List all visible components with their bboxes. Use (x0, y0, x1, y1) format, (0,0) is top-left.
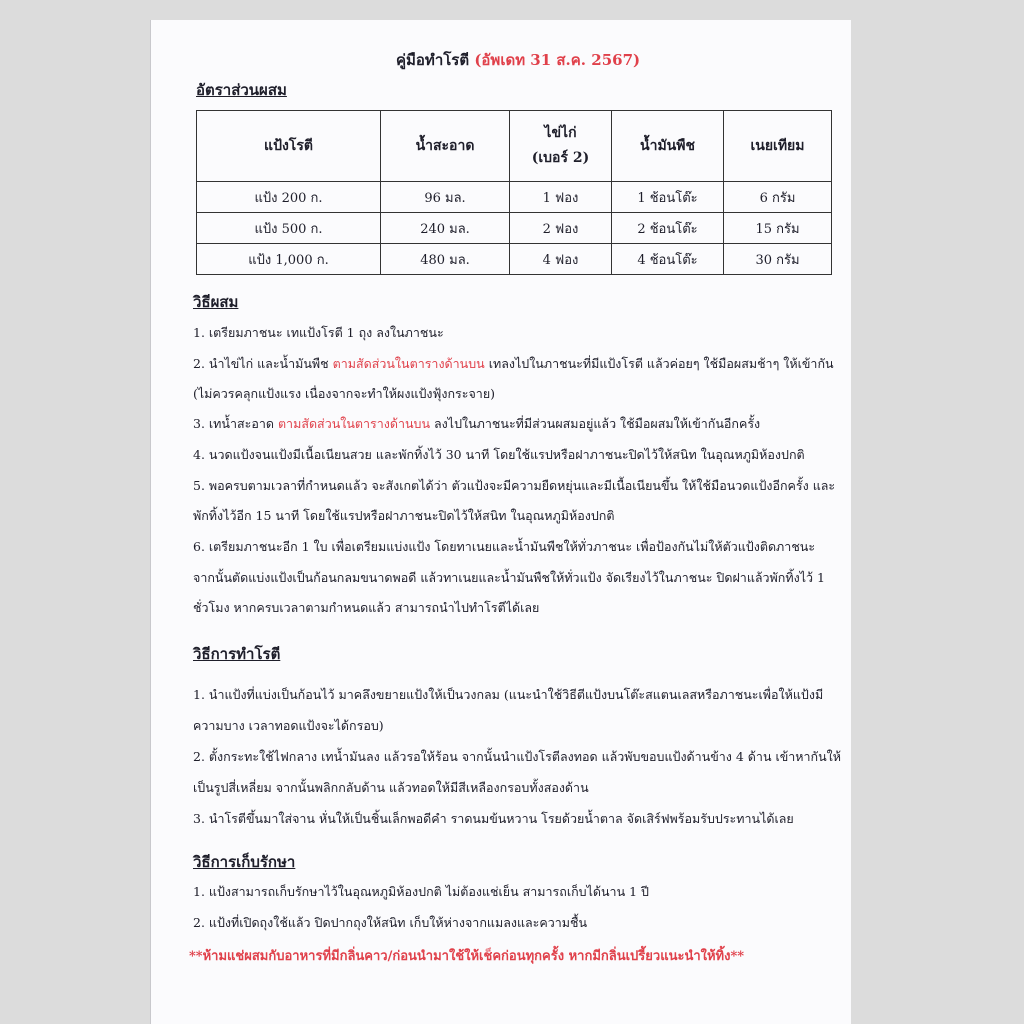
mix-step-4: 4. นวดแป้งจนแป้งมีเนื้อเนียนสวย และพักทิ้งไว้ 30 นาที โดยใช้แรปหรือฝาภาชนะปิดไว้ให้สนิท ในอุณหภูมิห้องปกติ (193, 447, 805, 462)
table-cell: 6 กรัม (724, 182, 832, 213)
header-water: น้ำสะอาด (381, 111, 510, 182)
table-cell: 1 ช้อนโต๊ะ (612, 182, 724, 213)
table-cell: 15 กรัม (724, 213, 832, 244)
cooking-heading: วิธีการทำโรตี (193, 645, 281, 663)
ratio-table (196, 110, 832, 275)
table-cell: แป้ง 200 ก. (197, 182, 381, 213)
header-egg: ไข่ไก่ (เบอร์ 2) (510, 111, 612, 182)
header-oil: น้ำมันพืช (612, 111, 724, 182)
table-row (197, 182, 832, 213)
cook-step-3: 3. นำโรตีขึ้นมาใส่จาน หั่นให้เป็นชิ้นเล็กพอดีคำ ราดนมข้นหวาน โรยด้วยน้ำตาล จัดเสิร์ฟพร้อมรับประทานได้เลย (193, 811, 794, 826)
mix-step-6-cont: จากนั้นตัดแบ่งแป้งเป็นก้อนกลมขนาดพอดี แล้วทาเนยและน้ำมันพืชให้ทั่วแป้ง จัดเรียงไว้ในภาชนะ ปิดฝาแล้วพักทิ้งไว้ 1 (193, 570, 825, 585)
storage-heading: วิธีการเก็บรักษา (193, 853, 296, 871)
title-update-date: (อัพเดท 31 ส.ค. 2567) (474, 51, 641, 69)
cook-step-1: 1. นำแป้งที่แบ่งเป็นก้อนไว้ มาคลึงขยายแป้งให้เป็นวงกลม (แนะนำใช้วิธีตีแป้งบนโต๊ะสแตนเลสหรือภาชนะเพื่อให้แป้งมี (193, 687, 824, 702)
table-cell: 480 มล. (381, 244, 510, 275)
table-cell: 4 ช้อนโต๊ะ (612, 244, 724, 275)
table-cell: 4 ฟอง (510, 244, 612, 275)
header-margarine: เนยเทียม (724, 111, 832, 182)
mix-step-3-highlight: ตามสัดส่วนในตารางด้านบน (277, 416, 431, 431)
title-main: คู่มือทำโรตี (396, 51, 475, 69)
mix-step-3-text-cont: ลงไปในภาชนะที่มีส่วนผสมอยู่แล้ว ใช้มือผสมให้เข้ากันอีกครั้ง (430, 416, 761, 431)
table-row (197, 244, 832, 275)
mix-step-2-note: (ไม่ควรคลุกแป้งแรง เนื่องจากจะทำให้ผงแป้งฟุ้งกระจาย) (193, 386, 496, 401)
storage-warning: **ห้ามแช่ผสมกับอาหารที่มีกลิ่นคาว/ก่อนนำมาใช้ให้เช็คก่อนทุกครั้ง หากมีกลิ่นเปรี้ยวแนะนำให้ทิ้ง** (189, 949, 745, 964)
mix-step-2-highlight: ตามสัดส่วนในตารางด้านบน (332, 356, 485, 371)
document-page (150, 20, 851, 1024)
cook-step-2-cont: เป็นรูปสี่เหลี่ยม จากนั้นพลิกกลับด้าน แล้วทอดให้มีสีเหลืองกรอบทั้งสองด้าน (193, 780, 589, 795)
header-flour: แป้งโรตี (197, 111, 381, 182)
mix-step-1: 1. เตรียมภาชนะ เทแป้งโรตี 1 ถุง ลงในภาชนะ (193, 325, 444, 340)
table-row (197, 213, 832, 244)
table-cell: 2 ช้อนโต๊ะ (612, 213, 724, 244)
table-cell: 240 มล. (381, 213, 510, 244)
mix-step-6: 6. เตรียมภาชนะอีก 1 ใบ เพื่อเตรียมแบ่งแป้ง โดยทาเนยและน้ำมันพืชให้ทั่วภาชนะ เพื่อป้องกันไม่ให้ตัวแป้งติดภาชนะ (193, 539, 816, 554)
table-cell: แป้ง 1,000 ก. (197, 244, 381, 275)
document-title (396, 48, 640, 72)
mix-step-3-text: 3. เทน้ำสะอาด (193, 416, 278, 431)
table-cell: แป้ง 500 ก. (197, 213, 381, 244)
ratio-header-row (197, 111, 832, 182)
storage-step-2: 2. แป้งที่เปิดถุงใช้แล้ว ปิดปากถุงให้สนิท เก็บให้ห่างจากแมลงและความชื้น (193, 915, 588, 930)
storage-step-1: 1. แป้งสามารถเก็บรักษาไว้ในอุณหภูมิห้องปกติ ไม่ต้องแช่เย็น สามารถเก็บได้นาน 1 ปี (193, 884, 649, 899)
cook-step-2: 2. ตั้งกระทะใช้ไฟกลาง เทน้ำมันลง แล้วรอให้ร้อน จากนั้นนำแป้งโรตีลงทอด แล้วพับขอบแป้งด้านข้าง 4 ด้าน เข้าหากันให้ (193, 749, 842, 764)
mix-step-2-text-cont: เทลงไปในภาชนะที่มีแป้งโรตี แล้วค่อยๆ ใช้มือผสมช้าๆ ให้เข้ากัน (484, 356, 834, 371)
table-cell: 30 กรัม (724, 244, 832, 275)
mixing-heading: วิธีผสม (193, 293, 239, 311)
mix-step-3 (193, 414, 760, 434)
mix-step-5: 5. พอครบตามเวลาที่กำหนดแล้ว จะสังเกตได้ว่า ตัวแป้งจะมีความยืดหยุ่นและมีเนื้อเนียนขึ้น ให้ใช้มือนวดแป้งอีกครั้ง และ (193, 478, 836, 493)
mix-step-2 (193, 354, 834, 374)
ratio-heading: อัตราส่วนผสม (196, 81, 287, 99)
table-cell: 96 มล. (381, 182, 510, 213)
mix-step-5-cont: พักทิ้งไว้อีก 15 นาที โดยใช้แรปหรือฝาภาชนะปิดไว้ให้สนิท ในอุณหภูมิห้องปกติ (193, 508, 615, 523)
table-cell: 1 ฟอง (510, 182, 612, 213)
table-cell: 2 ฟอง (510, 213, 612, 244)
cook-step-1-cont: ความบาง เวลาทอดแป้งจะได้กรอบ) (193, 718, 384, 733)
mix-step-6-cont2: ชั่วโมง หากครบเวลาตามกำหนดแล้ว สามารถนำไปทำโรตีได้เลย (193, 600, 540, 615)
mix-step-2-text: 2. นำไข่ไก่ และน้ำมันพืช (193, 356, 333, 371)
